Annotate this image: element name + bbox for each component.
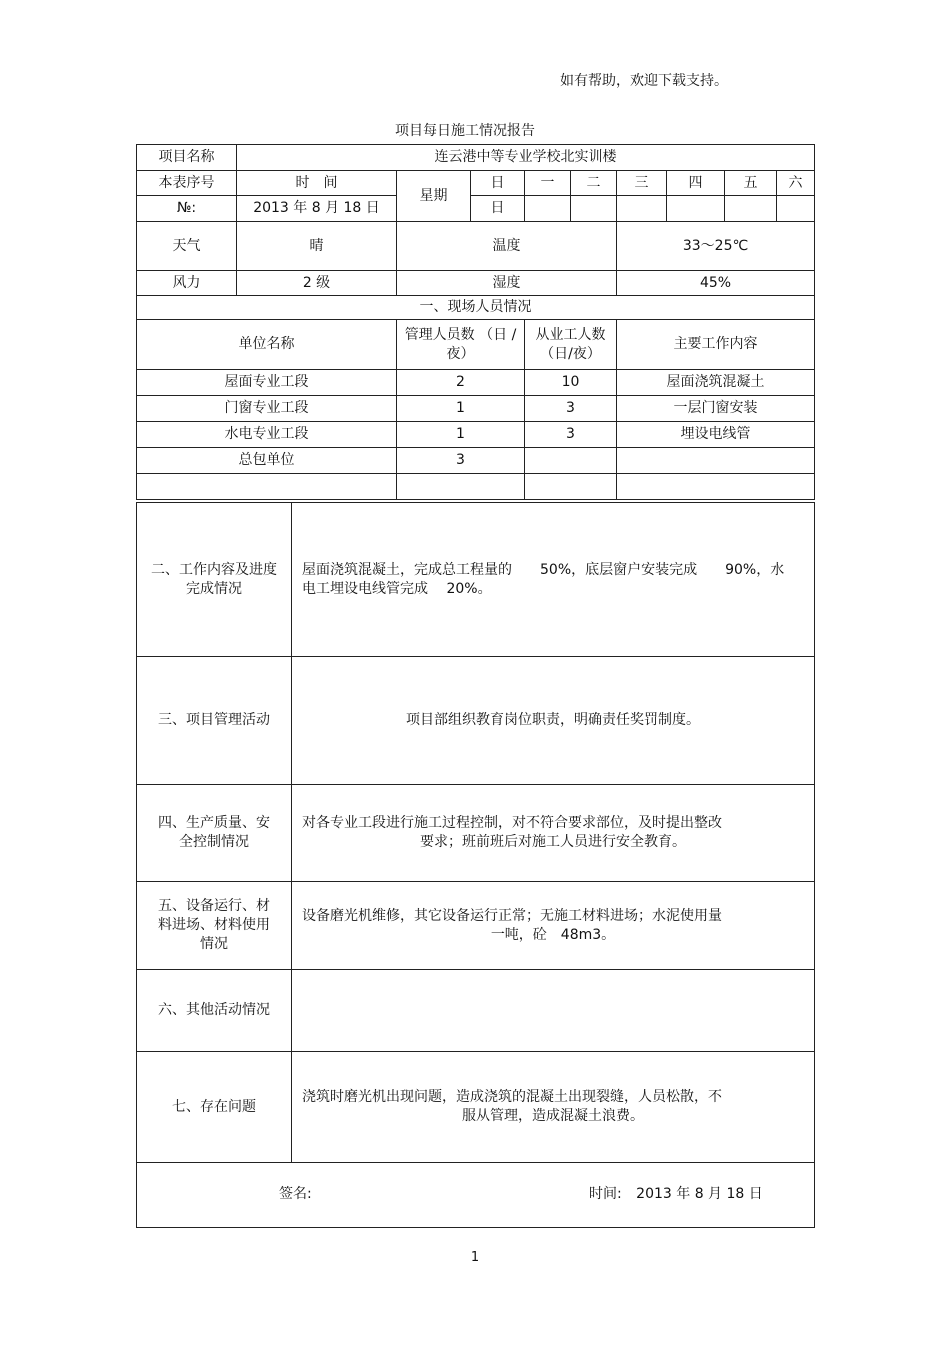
personnel-section-title: 一、现场人员情况 [137,296,815,320]
unit-cell: 门窗专业工段 [137,396,397,422]
weekday-wed: 三 [617,171,667,196]
section-line: 项目部组织教育岗位职责，明确责任奖罚制度。 [406,712,700,729]
day-cell-3 [617,196,667,222]
work-cell [617,474,815,500]
workers-cell: 10 [525,370,617,396]
section-label: 二、工作内容及进度完成情况 [137,503,292,657]
temperature-label: 温度 [397,222,617,271]
section-content [292,785,815,882]
time-label: 时 间 [237,171,397,196]
managers-cell: 1 [397,396,525,422]
managers-cell [397,474,525,500]
sections-table [136,502,815,1228]
section-row [137,785,815,882]
serial-value: №: [137,196,237,222]
weather-value: 晴 [237,222,397,271]
work-cell [617,448,815,474]
info-table [136,144,815,500]
section-line: 对各专业工段进行施工过程控制，对不符合要求部位，及时提出整改 [302,815,722,832]
workers-header: 从业工人数（日/夜） [525,320,617,370]
weekday-tue: 二 [571,171,617,196]
week-label: 星期 [397,171,471,222]
work-cell: 屋面浇筑混凝土 [617,370,815,396]
day-mark: 日 [471,196,525,222]
section-line: 电工埋设电线管完成 20%。 [302,580,492,597]
humidity-label: 湿度 [397,271,617,296]
day-cell-5 [725,196,777,222]
weekday-sat: 六 [777,171,815,196]
section-row [137,882,815,970]
section-label: 四、生产质量、安全控制情况 [137,785,292,882]
section-label: 五、设备运行、材料进场、材料使用情况 [137,882,292,970]
section-content [292,657,815,785]
signature-label: 签名: [279,1186,312,1202]
unit-cell: 屋面专业工段 [137,370,397,396]
project-name-label: 项目名称 [137,145,237,171]
section-row [137,1052,815,1163]
weekday-sun: 日 [471,171,525,196]
section-label: 三、项目管理活动 [137,657,292,785]
managers-cell: 1 [397,422,525,448]
signature-time [589,1185,763,1204]
work-header: 主要工作内容 [617,320,815,370]
section-row [137,970,815,1052]
work-cell: 埋设电线管 [617,422,815,448]
weekday-mon: 一 [525,171,571,196]
section-content [292,970,815,1052]
header-note: 如有帮助，欢迎下载支持。 [560,73,728,89]
report-title: 项目每日施工情况报告 [395,123,535,139]
section-label: 七、存在问题 [137,1052,292,1163]
section-line: 一吨，砼 48m3。 [490,926,616,943]
signature-row [137,1163,815,1228]
workers-cell [525,474,617,500]
weather-label: 天气 [137,222,237,271]
section-line: 屋面浇筑混凝土，完成总工程量的 50%，底层窗户安装完成 90%，水 [302,561,785,578]
temperature-value: 33～25℃ [617,222,815,271]
unit-header: 单位名称 [137,320,397,370]
section-row [137,657,815,785]
weekday-thu: 四 [667,171,725,196]
managers-header: 管理人员数 （日 /夜） [397,320,525,370]
project-name: 连云港中等专业学校北实训楼 [237,145,815,171]
section-row [137,503,815,657]
unit-cell: 水电专业工段 [137,422,397,448]
table-row [137,370,815,396]
section-line: 浇筑时磨光机出现问题，造成浇筑的混凝土出现裂缝，人员松散，不 [302,1089,722,1106]
managers-cell: 3 [397,448,525,474]
managers-cell: 2 [397,370,525,396]
table-row [137,396,815,422]
workers-cell [525,448,617,474]
table-row [137,474,815,500]
section-content [292,1052,815,1163]
wind-value: 2 级 [237,271,397,296]
serial-label: 本表序号 [137,171,237,196]
day-cell-1 [525,196,571,222]
table-row [137,422,815,448]
section-content [292,503,815,657]
section-content [292,882,815,970]
day-cell-2 [571,196,617,222]
day-cell-6 [777,196,815,222]
humidity-value: 45% [617,271,815,296]
section-line: 服从管理，造成混凝土浪费。 [462,1108,644,1124]
section-label: 六、其他活动情况 [137,970,292,1052]
weekday-fri: 五 [725,171,777,196]
unit-cell: 总包单位 [137,448,397,474]
page-number: 1 [470,1250,480,1265]
day-cell-4 [667,196,725,222]
section-line: 设备磨光机维修，其它设备运行正常；无施工材料进场；水泥使用量 [302,907,722,924]
workers-cell: 3 [525,422,617,448]
workers-cell: 3 [525,396,617,422]
wind-label: 风力 [137,271,237,296]
signature-time-label: 时间: [589,1186,622,1202]
section-line: 要求；班前班后对施工人员进行安全教育。 [420,834,686,850]
unit-cell [137,474,397,500]
table-row [137,448,815,474]
work-cell: 一层门窗安装 [617,396,815,422]
signature-date: 2013 年 8 月 18 日 [636,1186,763,1202]
signature-cell [137,1163,815,1228]
report-date: 2013 年 8 月 18 日 [237,196,397,222]
